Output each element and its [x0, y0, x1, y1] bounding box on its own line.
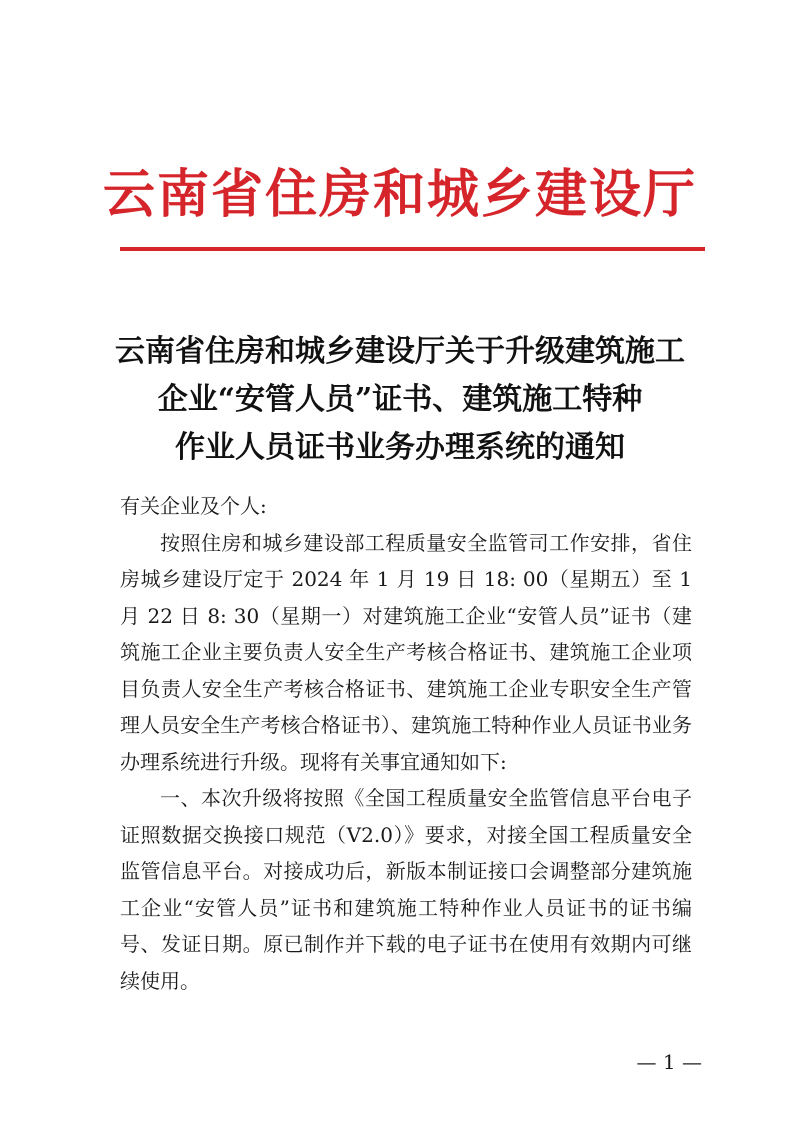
- title-line-2: 企业“安管人员”证书、建筑施工特种: [157, 382, 643, 417]
- issuing-agency-header: 云南省住房和城乡建设厅: [102, 164, 697, 225]
- paragraph-intro: 按照住房和城乡建设部工程质量安全监管司工作安排，省住房城乡建设厅定于 2024 年 1 月 19 日 18: 00（星期五）至 1 月 22 日 8: 30（星期一）对建筑施工企业“安管人员”证书（建筑施工企业主要负责人安全生产考核合格证书、建筑施工企业项目负责人安全生产考核合格证书、建筑施工企业专职安全生产管理人员安全生产考核合格证书）、建筑施工特种作业人员证书业务办理系统进行升级。现将有关事宜通知如下:: [120, 530, 692, 774]
- salutation: 有关企业及个人:: [120, 494, 267, 518]
- paragraph-item-1: 一、本次升级将按照《全国工程质量安全监管信息平台电子证照数据交换接口规范（V2.0）》要求，对接全国工程质量安全监管信息平台。对接成功后，新版本制证接口会调整部分建筑施工企业“安管人员”证书和建筑施工特种作业人员证书的证书编号、发证日期。原已制作并下载的电子证书在使用有效期内可继续使用。: [120, 786, 692, 993]
- document-body: [120, 488, 692, 999]
- document-title: [100, 328, 700, 472]
- page-number: — 1 —: [636, 1050, 702, 1074]
- title-line-3: 作业人员证书业务办理系统的通知: [175, 430, 625, 465]
- title-line-1: 云南省住房和城乡建设厅关于升级建筑施工: [115, 334, 685, 369]
- red-header-rule: [120, 247, 705, 251]
